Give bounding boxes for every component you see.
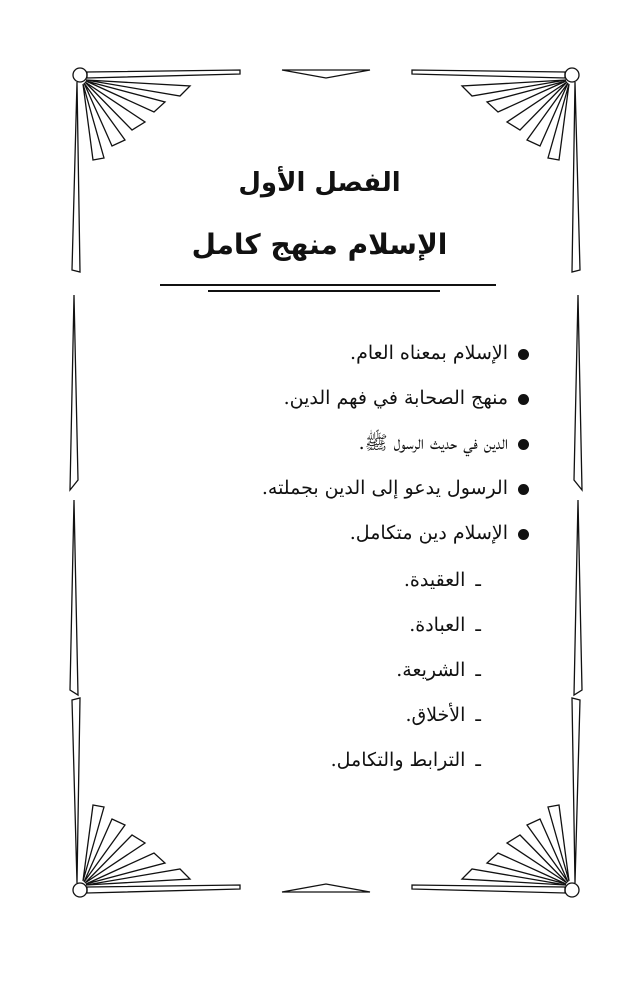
bullet-icon	[518, 439, 529, 450]
dash-marker: ـ	[475, 659, 481, 681]
bullet-icon	[518, 349, 529, 360]
list-item: الإسلام بمعناه العام.	[262, 336, 529, 381]
topic-list	[262, 336, 529, 561]
list-item: الرسول يدعو إلى الدين بجملته.	[262, 471, 529, 516]
list-item: الدين في حديث الرسول ﷺ.	[262, 426, 529, 471]
dash-marker: ـ	[475, 749, 481, 771]
bullet-icon	[518, 484, 529, 495]
subtopic-list	[331, 563, 481, 788]
dash-marker: ـ	[475, 569, 481, 591]
list-item: ـالأخلاق.	[331, 698, 481, 743]
list-item: منهج الصحابة في فهم الدين.	[262, 381, 529, 426]
list-item: ـالترابط والتكامل.	[331, 743, 481, 788]
title-underline-short	[208, 290, 440, 292]
list-item: ـالعقيدة.	[331, 563, 481, 608]
title-underline-long	[160, 284, 496, 286]
chapter-title: الإسلام منهج كامل	[191, 228, 448, 261]
dash-marker: ـ	[475, 704, 481, 726]
list-item: ـالشريعة.	[331, 653, 481, 698]
chapter-label: الفصل الأول	[238, 168, 401, 198]
dash-marker: ـ	[475, 614, 481, 636]
list-item: الإسلام دين متكامل.	[262, 516, 529, 561]
bullet-icon	[518, 394, 529, 405]
bullet-icon	[518, 529, 529, 540]
list-item: ـالعبادة.	[331, 608, 481, 653]
